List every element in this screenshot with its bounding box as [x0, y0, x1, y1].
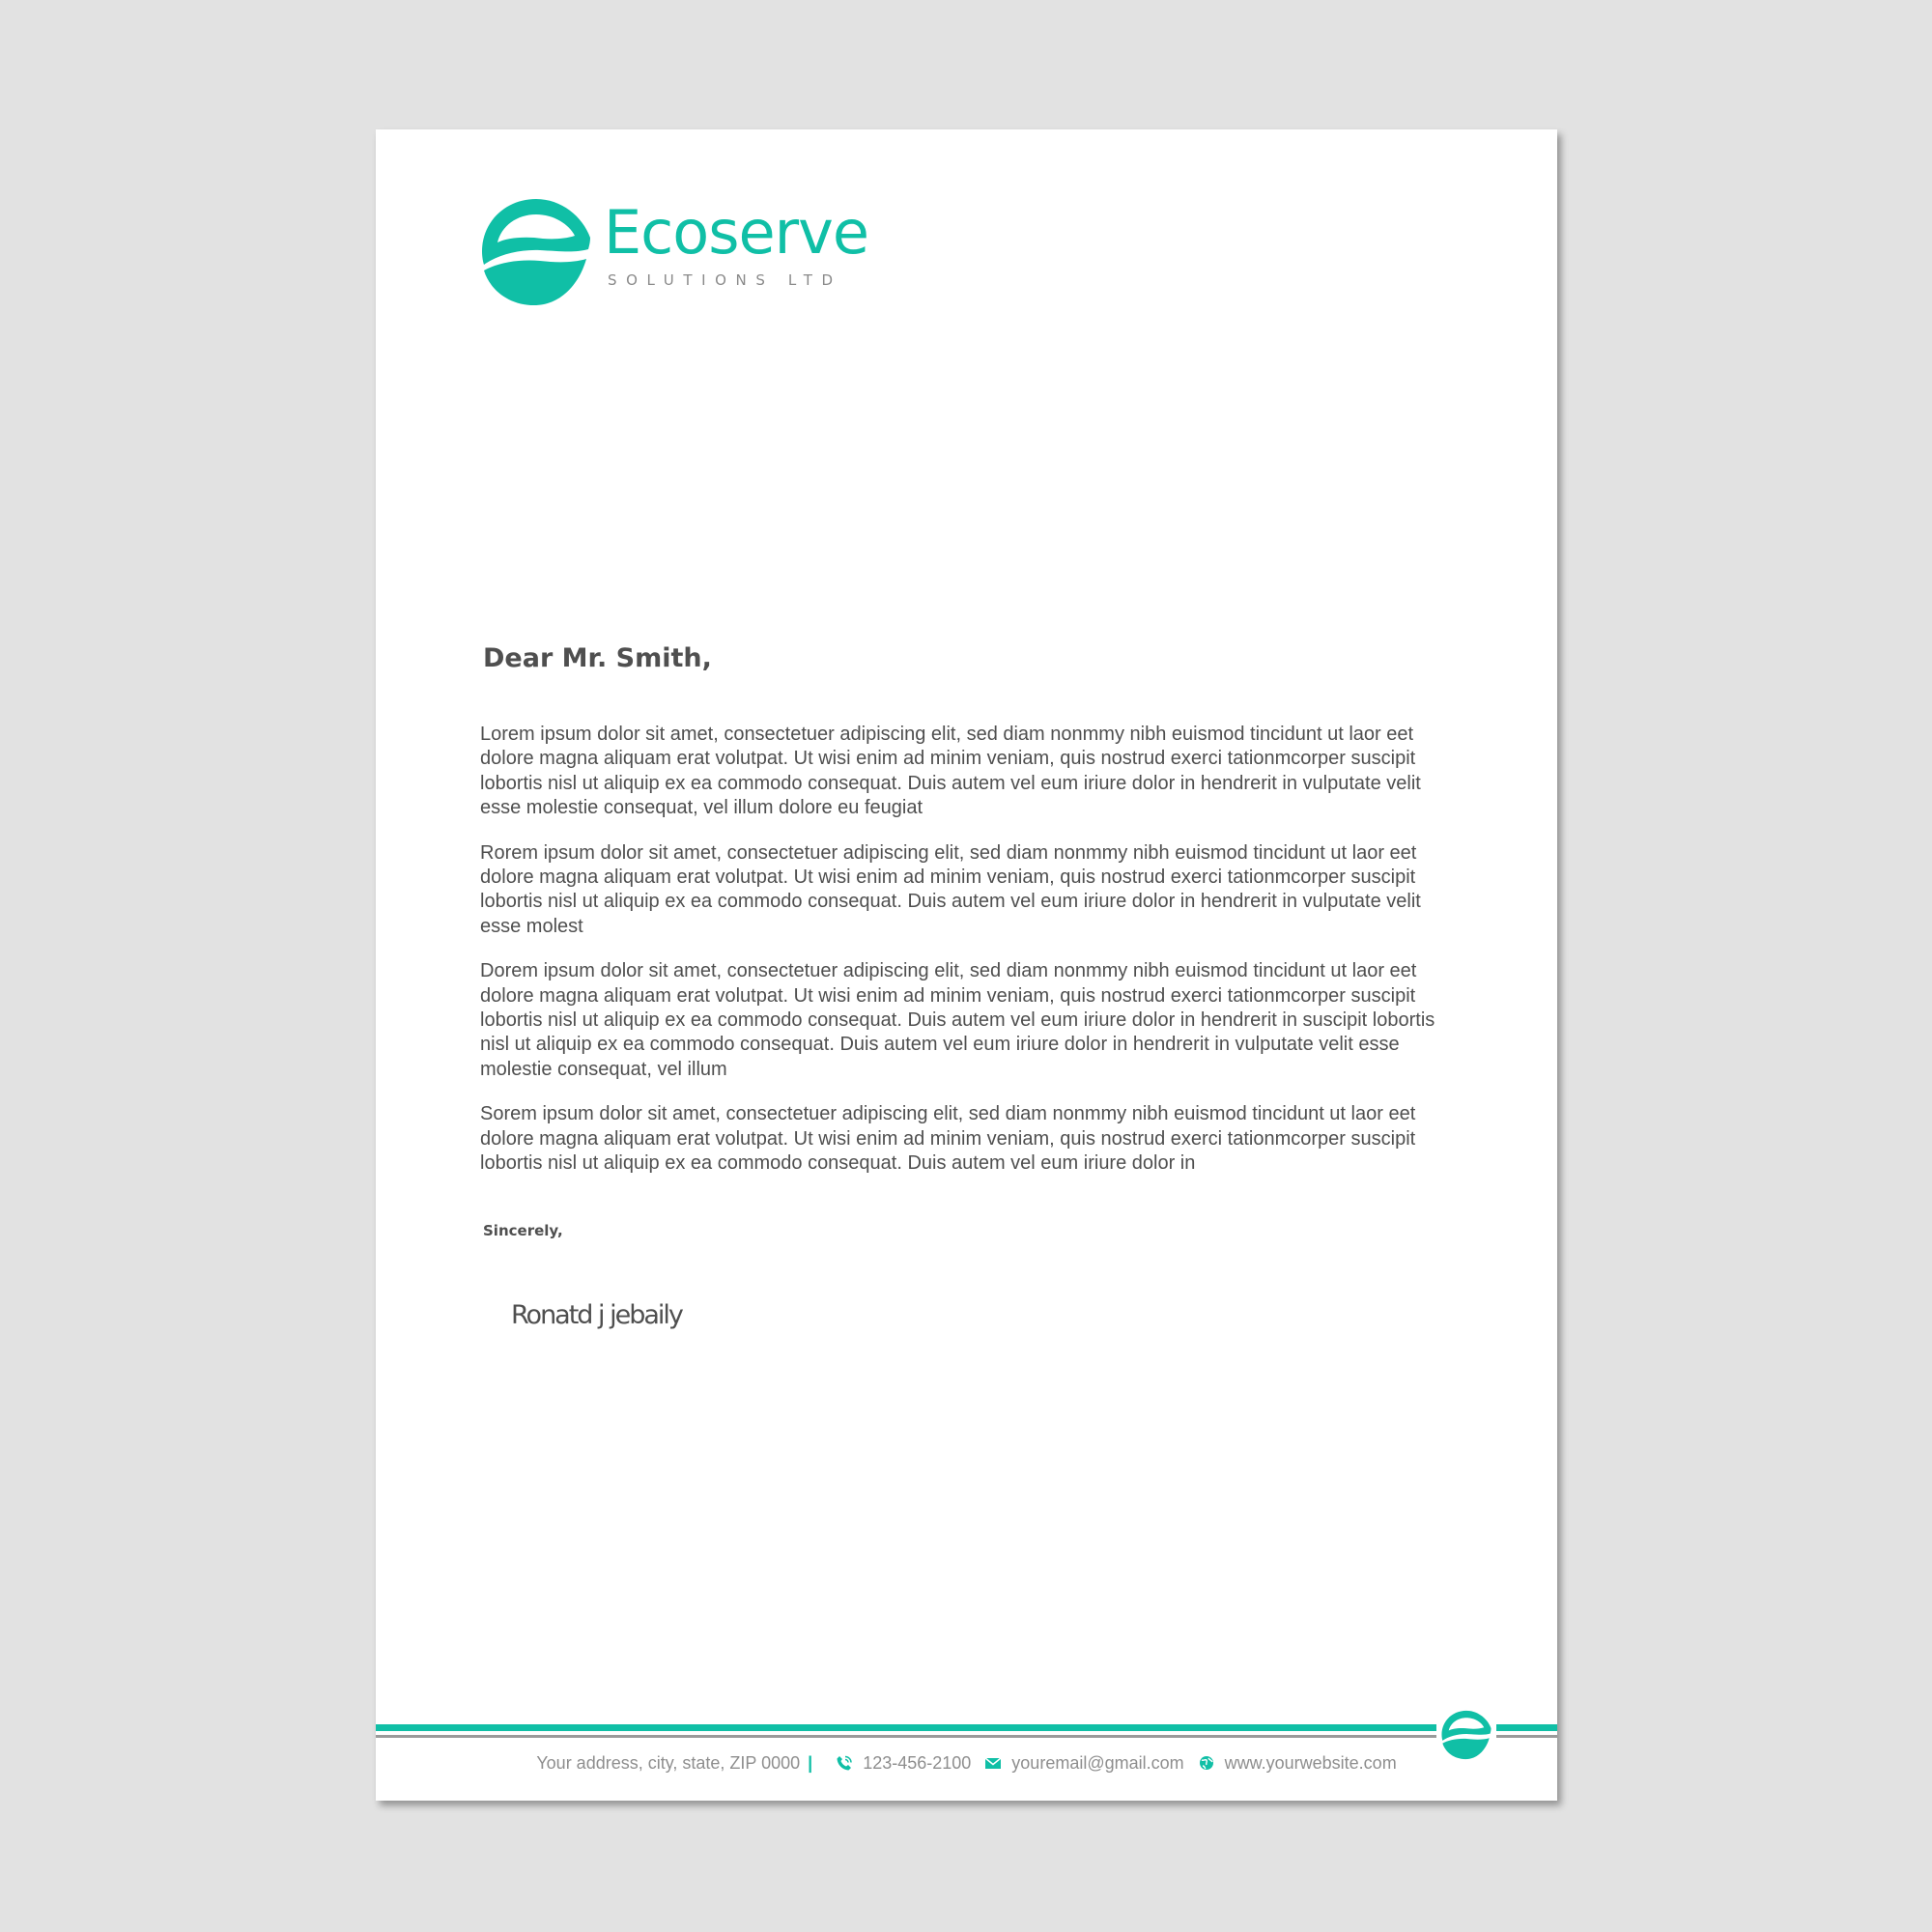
footer-rule-gray-right [1496, 1735, 1557, 1738]
letter-salutation: Dear Mr. Smith, [483, 643, 712, 673]
paragraph: Rorem ipsum dolor sit amet, consectetuer adipiscing elit, sed diam nonmmy nibh euismod tincidunt ut laor eet dolore magna aliquam erat volutpat. Ut wisi enim ad minim veniam, quis nostrud exerci tationmcorper suscipit lobortis nisl ut aliquip ex ea commodo consequat. Duis autem vel eum iriure dolor in hendrerit in vulputate velit esse molest [480, 841, 1421, 937]
paragraph: Sorem ipsum dolor sit amet, consectetuer adipiscing elit, sed diam nonmmy nibh euismod tincidunt ut laor eet dolore magna aliquam erat volutpat. Ut wisi enim ad minim veniam, quis nostrud exerci tationmcorper suscipit lobortis nisl ut aliquip ex ea commodo consequat. Duis autem vel eum iriure dolor in [480, 1103, 1416, 1175]
company-logo [480, 197, 886, 313]
letter-closing: Sincerely, [483, 1222, 563, 1239]
brand-name: Ecoserve [604, 197, 868, 268]
phone-icon [836, 1755, 853, 1771]
footer-separator: | [808, 1752, 813, 1773]
ecoserve-e-logo-icon [480, 197, 592, 307]
footer-rule-teal-right [1496, 1724, 1557, 1731]
footer-rule-gray [376, 1735, 1436, 1738]
footer-contact [376, 1752, 1557, 1774]
signature: Ronatd j jebaily [511, 1300, 682, 1330]
footer-website: www.yourwebsite.com [1224, 1752, 1397, 1773]
globe-icon [1198, 1755, 1215, 1771]
paragraph: Dorem ipsum dolor sit amet, consectetuer adipiscing elit, sed diam nonmmy nibh euismod tincidunt ut laor eet dolore magna aliquam erat volutpat. Ut wisi enim ad minim veniam, quis nostrud exerci tationmcorper suscipit lobortis nisl ut aliquip ex ea commodo consequat. Duis autem vel eum iriure dolor in hendrerit in suscipit lobortis nisl ut aliquip ex ea commodo consequat. Duis autem vel eum iriure dolor in hendrerit in vulputate velit esse molestie consequat, vel illum [480, 960, 1435, 1080]
letter-body [480, 723, 1456, 1197]
mail-icon [984, 1755, 1002, 1771]
brand-subtitle: SOLUTIONS LTD [608, 271, 842, 289]
footer-address: Your address, city, state, ZIP 0000 [536, 1752, 801, 1773]
letterhead-page [376, 129, 1557, 1801]
paragraph: Lorem ipsum dolor sit amet, consectetuer adipiscing elit, sed diam nonmmy nibh euismod tincidunt ut laor eet dolore magna aliquam erat volutpat. Ut wisi enim ad minim veniam, quis nostrud exerci tationmcorper suscipit lobortis nisl ut aliquip ex ea commodo consequat. Duis autem vel eum iriure dolor in hendrerit in vulputate velit esse molestie consequat, vel illum dolore eu feugiat [480, 724, 1421, 819]
footer-email: youremail@gmail.com [1011, 1752, 1184, 1773]
footer-phone: 123-456-2100 [863, 1752, 972, 1773]
footer-rule-teal [376, 1724, 1436, 1731]
